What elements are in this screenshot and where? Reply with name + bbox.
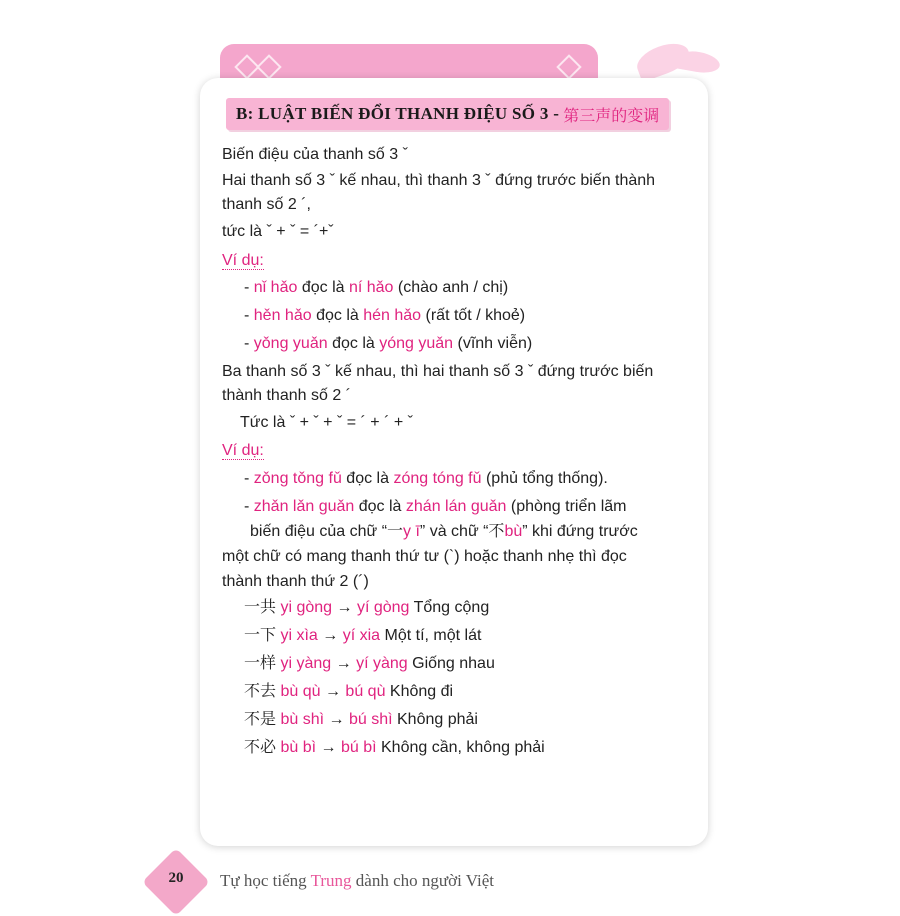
- rule-line: thành thanh thứ 2 (´): [222, 573, 369, 590]
- example-item: - hěn hǎo đọc là hén hǎo (rất tốt / khoẻ): [244, 307, 526, 324]
- example-item: - zǒng tǒng fǔ đọc là zóng tóng fǔ (phủ tổng thống).: [244, 470, 608, 487]
- word-row: 不是 bù shì → bú shì Không phải: [244, 711, 478, 728]
- intro-line: Biến điệu của thanh số 3 ˇ: [222, 146, 408, 163]
- petal-decoration: [675, 48, 722, 75]
- section-heading: [226, 98, 669, 130]
- heading-zh: 第三声的变调: [563, 105, 660, 125]
- example-label: Ví dụ:: [222, 442, 264, 459]
- rule-line: thành thanh số 2 ´: [222, 387, 351, 404]
- intro-line: Hai thanh số 3 ˇ kế nhau, thì thanh 3 ˇ đứng trước biến thành: [222, 172, 656, 189]
- intro-line: tức là ˇ + ˇ = ´+ˇ: [222, 223, 334, 240]
- content-card: [200, 78, 708, 846]
- example-item: - zhǎn lǎn guǎn đọc là zhán lán guǎn (phòng triển lãm: [244, 498, 627, 515]
- word-row: 不去 bù qù → bú qù Không đi: [244, 683, 454, 700]
- rule-line: Tức là ˇ + ˇ + ˇ = ´ + ´ + ˇ: [240, 414, 413, 431]
- example-item: - nǐ hǎo đọc là ní hǎo (chào anh / chị): [244, 279, 509, 296]
- intro-line: thanh số 2 ´,: [222, 196, 311, 213]
- example-item: - yǒng yuǎn đọc là yóng yuǎn (vĩnh viễn): [244, 335, 533, 352]
- word-row: 不必 bù bì → bú bì Không cần, không phải: [244, 739, 545, 756]
- example-label: Ví dụ:: [222, 252, 264, 269]
- rule-line: biến điệu của chữ “一y ī” và chữ “不bù” khi đứng trước: [250, 523, 638, 540]
- heading-vi: B: LUẬT BIẾN ĐỔI THANH ĐIỆU SỐ 3 -: [236, 104, 560, 123]
- word-row: 一共 yi gòng → yí gòng Tổng cộng: [244, 599, 490, 616]
- book-title: Tự học tiếng Trung dành cho người Việt: [220, 871, 494, 890]
- rule-line: một chữ có mang thanh thứ tư (`) hoặc thanh nhẹ thì đọc: [222, 548, 627, 565]
- page-number: 20: [168, 870, 184, 886]
- word-row: 一样 yi yàng → yí yàng Giống nhau: [244, 655, 495, 672]
- rule-line: Ba thanh số 3 ˇ kế nhau, thì hai thanh số 3 ˇ đứng trước biến: [222, 363, 654, 380]
- word-row: 一下 yi xìa → yí xia Một tí, một lát: [244, 627, 482, 644]
